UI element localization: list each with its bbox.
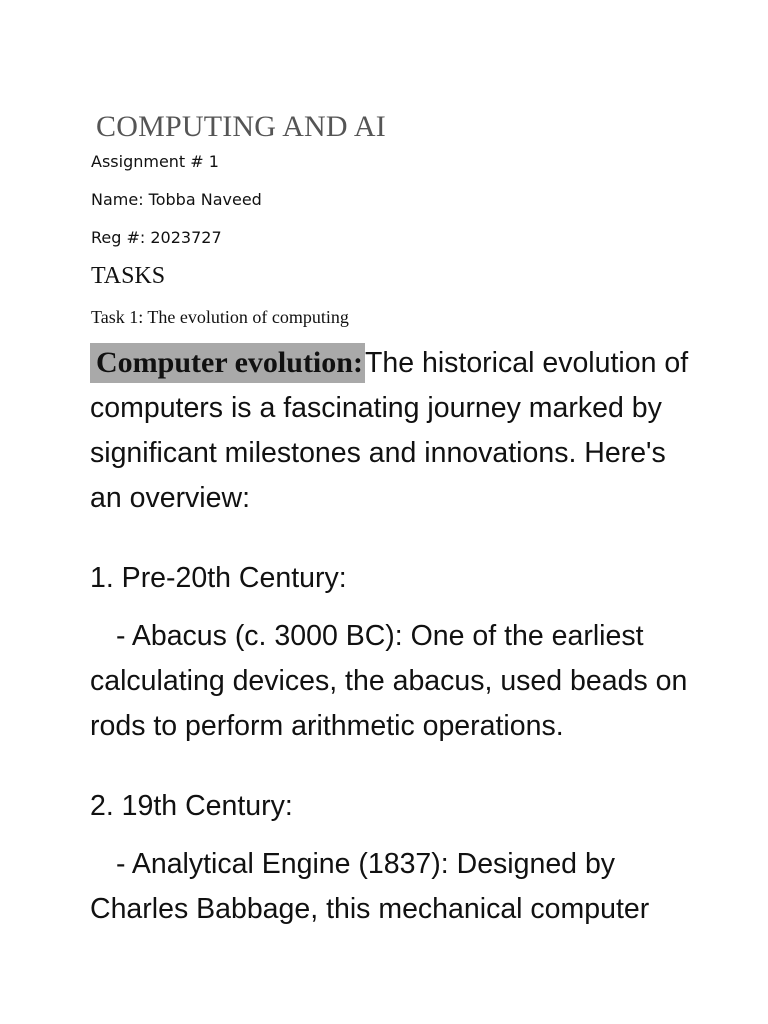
registration-number: Reg #: 2023727 <box>91 228 222 247</box>
section-heading-pre-20th-century: 1. Pre-20th Century: <box>90 562 347 594</box>
section-item-abacus <box>90 614 690 749</box>
student-name: Name: Tobba Naveed <box>91 190 262 209</box>
section-heading-19th-century: 2. 19th Century: <box>90 790 293 822</box>
task-1-title: Task 1: The evolution of computing <box>91 307 349 327</box>
intro-text: The historical evolution of computers is a fascinating journey marked by significant milestones and innovations. Here's an overview: <box>90 347 689 514</box>
highlighted-term: Computer evolution: <box>90 343 365 383</box>
section-item-text: - Abacus (c. 3000 BC): One of the earliest calculating devices, the abacus, used beads on rods to perform arithmetic operations. <box>90 620 688 742</box>
tasks-heading: TASKS <box>91 263 166 289</box>
section-item-analytical-engine <box>90 842 690 932</box>
document-title: COMPUTING AND AI <box>96 110 386 143</box>
section-item-text: - Analytical Engine (1837): Designed by Charles Babbage, this mechanical computer <box>90 848 650 925</box>
assignment-number: Assignment # 1 <box>91 152 219 171</box>
intro-paragraph <box>90 341 690 521</box>
